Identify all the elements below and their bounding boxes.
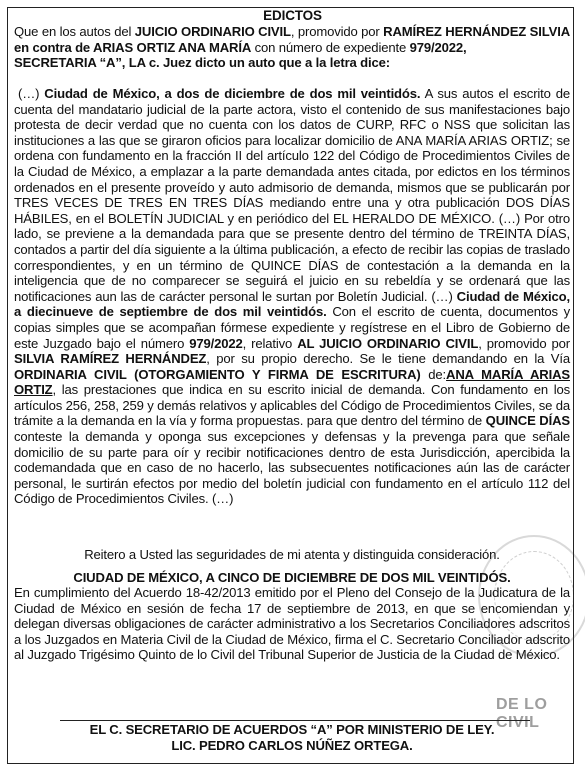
- via-type: ORDINARIA CIVIL (OTORGAMIENTO Y FIRMA DE ESCRITURA): [14, 366, 421, 382]
- document-title: EDICTOS: [263, 8, 322, 23]
- auto-date-2: Ciudad de México, a diecinueve de septiembre de dos mil veintidós.: [14, 288, 570, 320]
- quince-dias: QUINCE DÍAS: [485, 413, 570, 429]
- intro-text: , promovido por: [290, 24, 384, 39]
- reiterate-line: Reitero a Usted las seguridades de mi atenta y distinguida consideración.: [84, 547, 500, 562]
- text: de:: [420, 366, 447, 382]
- signature-line: [60, 720, 530, 721]
- signature-title: EL C. SECRETARIO DE ACUERDOS “A” POR MINISTERIO DE LEY.: [89, 722, 495, 737]
- main-paragraph: [14, 86, 570, 507]
- intro-actor: RAMÍREZ HERNÁNDEZ: [383, 24, 527, 39]
- court-seal-icon: [478, 535, 585, 657]
- auto-date-1: Ciudad de México, a dos de diciembre de dos mil veintidós.: [44, 86, 421, 101]
- signature-name: LIC. PEDRO CARLOS NÚÑEZ ORTEGA.: [171, 738, 413, 753]
- defendant-name: ANA MARÍA ARIAS ORTIZ: [14, 366, 570, 398]
- text: , promovido por: [478, 335, 570, 351]
- actor-name: SILVIA RAMÍREZ HERNÁNDEZ: [14, 351, 207, 367]
- juicio-type: AL JUICIO ORDINARIO CIVIL: [297, 335, 479, 351]
- intro-expediente: 979/2022,: [409, 39, 467, 55]
- text: (…): [18, 86, 45, 101]
- acuerdo-paragraph: En cumplimiento del Acuerdo 18-42/2013 emitido por el Pleno del Consejo de la Judicatura de la Ciudad de México en sesión de fecha 17 de septiembre de 2013, en que se encomiendan y delegan diversas obligaciones de carácter administrativo a los Secretarios Conciliadores adscritos a los Juzgados en Materia Civil de la Ciudad de México, firma el C. Secretario Conciliador adscrito al Juzgado Trigésimo Quinto de lo Civil del Tribunal Superior de Justicia de la Ciudad de México.: [14, 585, 570, 663]
- intro-text: Que en los autos del: [14, 24, 135, 39]
- text: conteste la demanda y oponga sus excepciones y defensas y la prevenga para que señale domicilio de su parte para oír y recibir notificaciones dentro de esta Jurisdicción, apercibida la codemandada que en caso de no hacerlo, las subsecuentes notificaciones aún las de carácter personal, le surtirán efectos por medio del boletín judicial con fundamento en el artículo 112 del Código de Procedimientos Civiles. (…): [14, 429, 570, 507]
- text: , relativo: [242, 335, 298, 351]
- stamp-text: DE LO CIVIL: [496, 696, 548, 731]
- intro-paragraph: [14, 24, 570, 71]
- intro-secretaria: SECRETARIA “A”, LA c. Juez dicto un auto que a la letra dice:: [14, 55, 390, 71]
- intro-juicio: JUICIO ORDINARIO CIVIL: [134, 24, 291, 39]
- intro-text: con número de expediente: [251, 39, 410, 55]
- expediente-number: 979/2022: [189, 335, 243, 351]
- text: A sus autos el escrito de cuenta del mandatario judicial de la parte actora, visto el contenido de sus manifestaciones bajo protesta de decir verdad que no cuenta con los datos de CURP, RFC o NSS que solicitan las instituciones a las que se giraron oficios para localizar domicilio de ANA MARÍA ARIAS ORTIZ; se ordena con fundamento en la fracción II del artículo 122 del Código de Procedimientos Civiles de la Ciudad de México, a emplazar a la parte demandada antes citada, por edictos en los términos ordenados en el presente proveído y auto admisorio de demanda, mismos que se publicarán por TRES VECES DE TRES EN TRES DÍAS mediando entre una y otra publicación DOS DÍAS HÁBILES, en el BOLETÍN JUDICIAL y en periódico del EL HERALDO DE MÉXICO. (…) Por otro lado, se previene a la demandada para que se presente dentro del término de TREINTA DÍAS, contados a partir del día siguiente a la última publicación, a efecto de recibir las copias de traslado correspondientes, y en un término de QUINCE DÍAS de contestación a la demanda en la inteligencia que de no comparecer se seguirá el juicio en su rebeldía y se ordenará que las notificaciones aun las de carácter personal le surtan por Boletín Judicial. (…): [14, 86, 570, 304]
- date-line: CIUDAD DE MÉXICO, A CINCO DE DICIEMBRE DE DOS MIL VEINTIDÓS.: [73, 570, 511, 585]
- text: , las prestaciones que indica en su escrito inicial de demanda. Con fundamento en los artículos 256, 258, 259 y demás relativos y aplicables del Código de Procedimientos Civiles, se da trámite a la demanda en la vía y forma propuestas. para que dentro del término de: [14, 382, 570, 429]
- text: , por su propio derecho. Se le tiene demandando en la Vía: [206, 351, 571, 367]
- text: Con el escrito de cuenta, documentos y copias simples que se acompañan fórmese expediente y regístrese en el Libro de Gobierno de este Juzgado bajo el número: [14, 304, 570, 351]
- intro-parties: SILVIA en contra de ARIAS ORTIZ ANA MARÍA: [14, 24, 570, 55]
